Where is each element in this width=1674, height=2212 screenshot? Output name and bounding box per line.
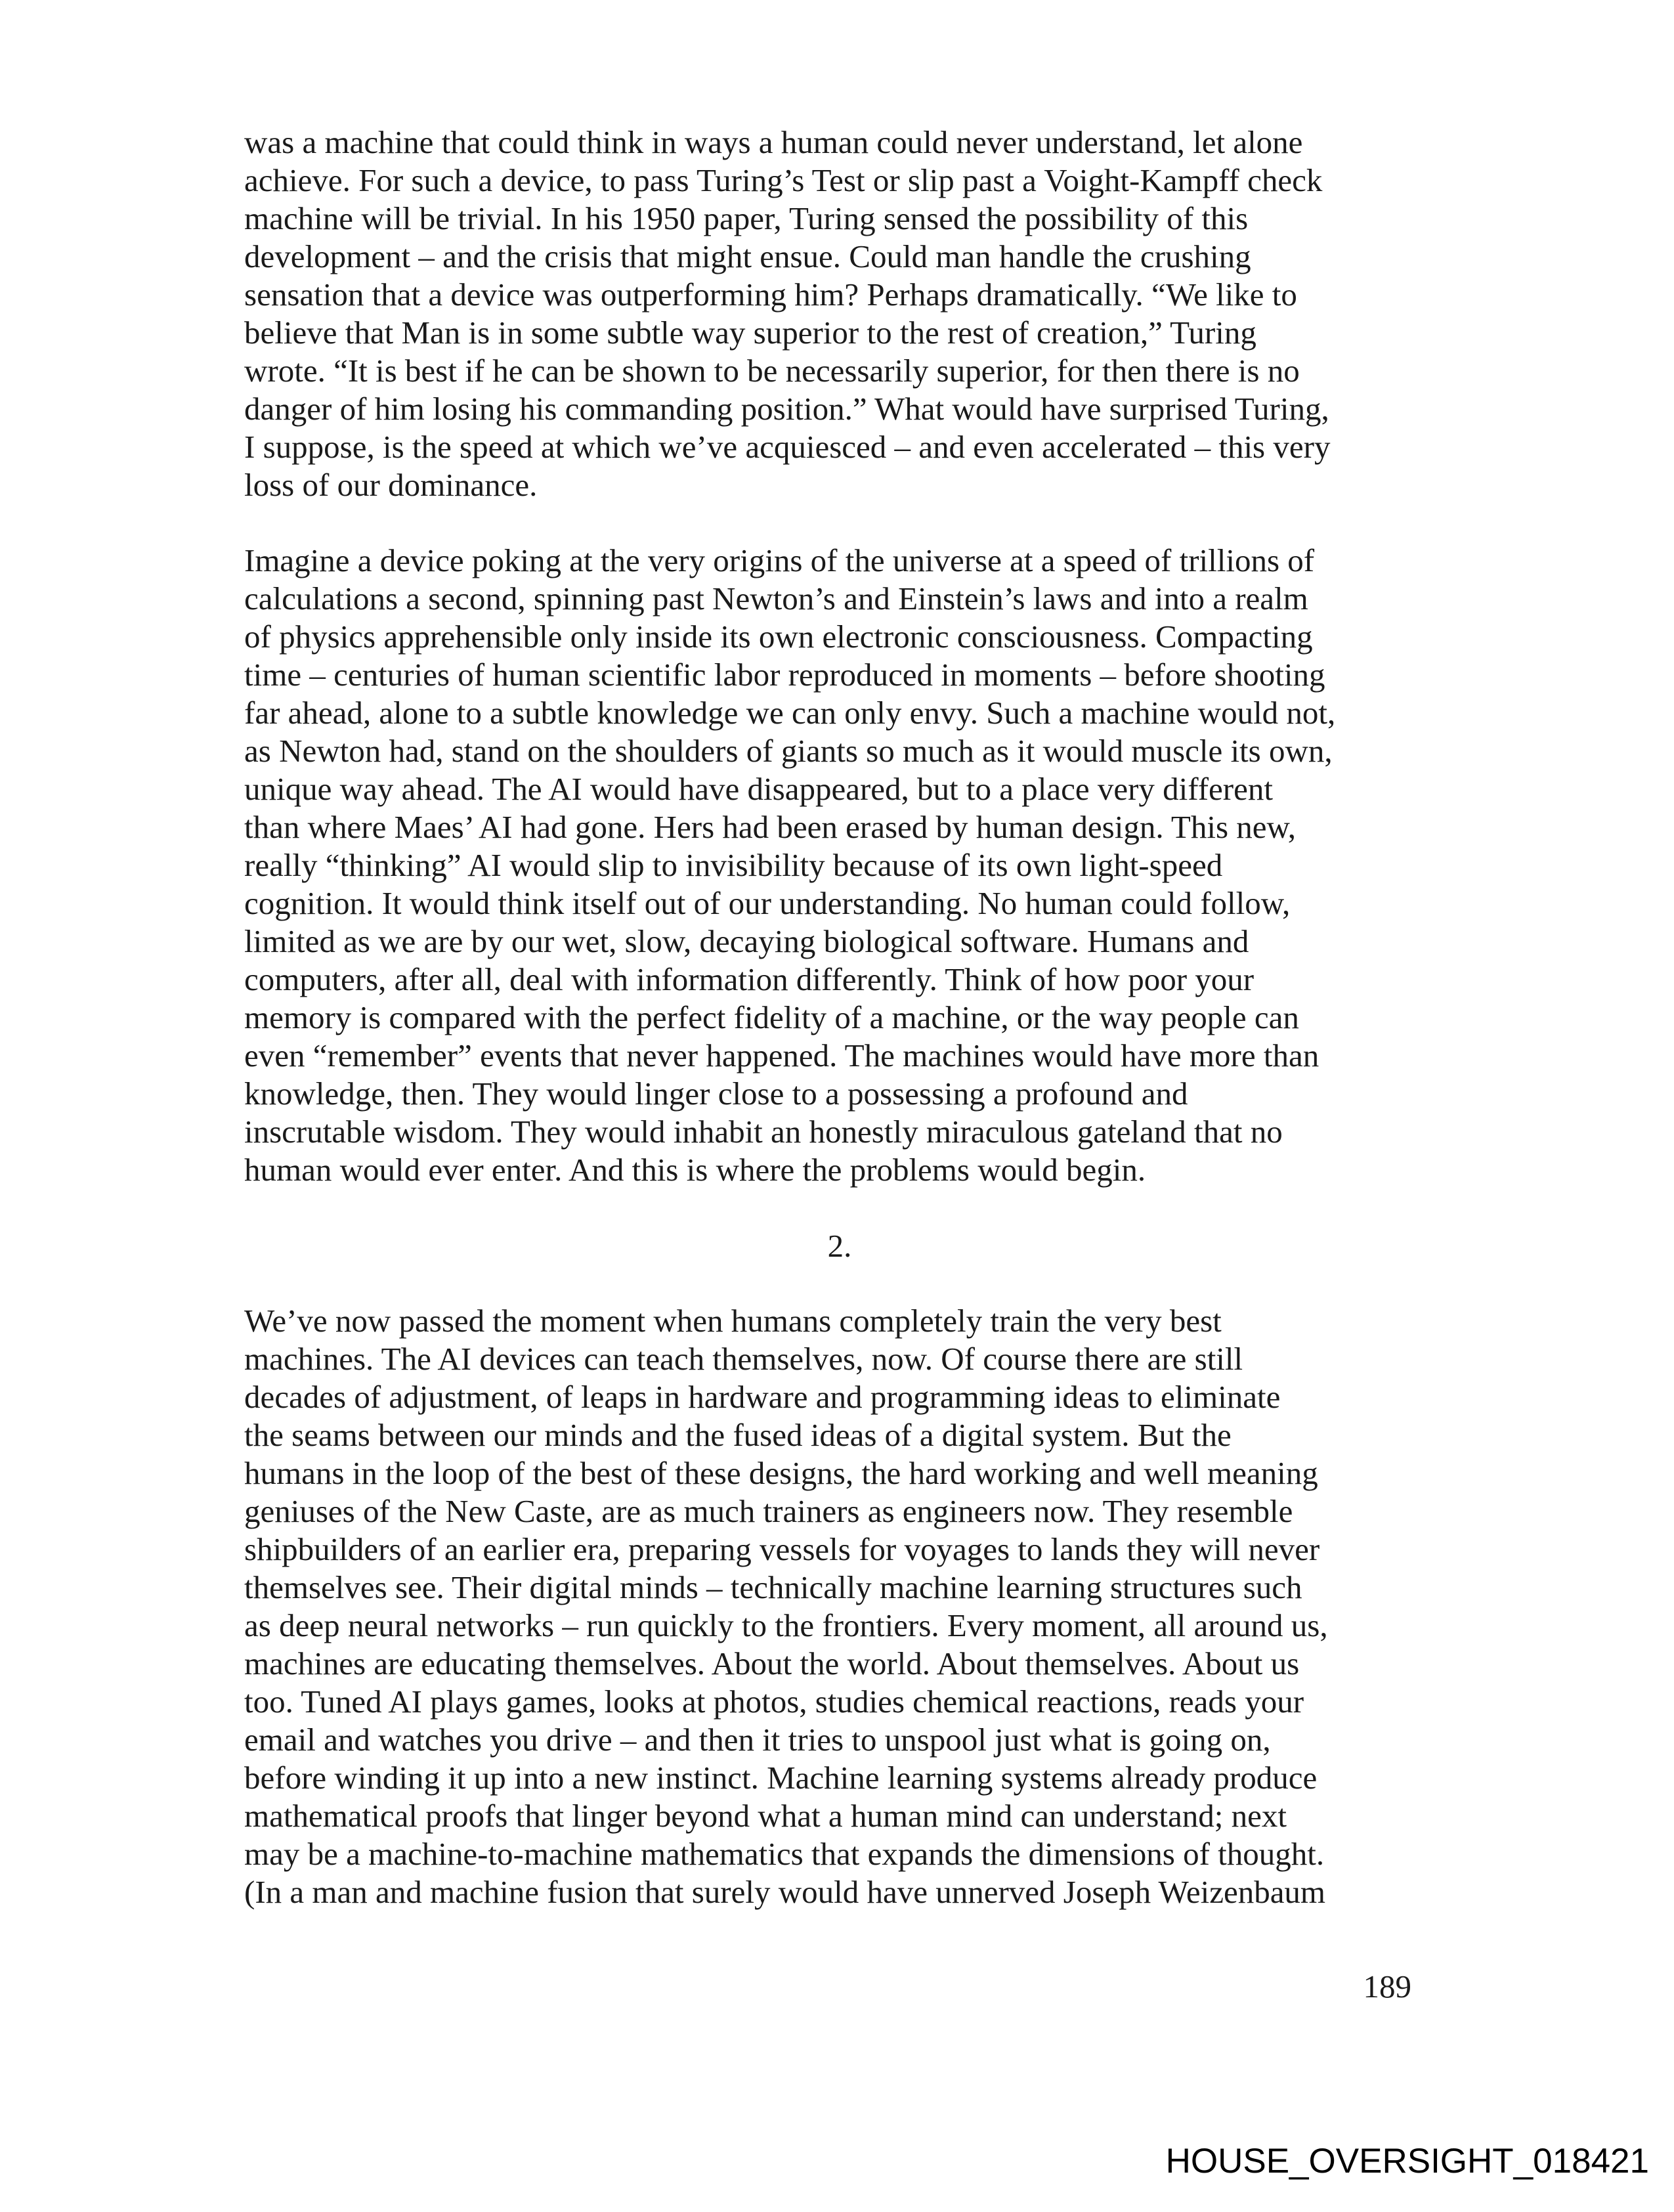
text-line: geniuses of the New Caste, are as much trainers as engineers now. They resemble (244, 1493, 1293, 1529)
text-line: machine will be trivial. In his 1950 paper, Turing sensed the possibility of this (244, 200, 1249, 236)
text-line: may be a machine-to-machine mathematics that expands the dimensions of thought. (244, 1836, 1325, 1872)
text-line: humans in the loop of the best of these designs, the hard working and well meaning (244, 1455, 1318, 1491)
text-line: mathematical proofs that linger beyond what a human mind can understand; next (244, 1798, 1287, 1834)
text-line: cognition. It would think itself out of our understanding. No human could follow, (244, 885, 1291, 921)
text-line: believe that Man is in some subtle way superior to the rest of creation,” Turing (244, 314, 1256, 351)
text-line: decades of adjustment, of leaps in hardware and programming ideas to eliminate (244, 1379, 1281, 1415)
text-line: computers, after all, deal with information differently. Think of how poor your (244, 961, 1255, 997)
text-line: wrote. “It is best if he can be shown to be necessarily superior, for then there is no (244, 353, 1300, 389)
text-line: sensation that a device was outperforming him? Perhaps dramatically. “We like to (244, 276, 1297, 313)
text-line: knowledge, then. They would linger close to a possessing a profound and (244, 1075, 1188, 1112)
text-line: calculations a second, spinning past Newton’s and Einstein’s laws and into a realm (244, 580, 1308, 617)
bates-stamp: HOUSE_OVERSIGHT_018421 (1165, 2142, 1649, 2180)
text-line: achieve. For such a device, to pass Turing’s Test or slip past a Voight-Kampff check (244, 162, 1323, 198)
text-line: memory is compared with the perfect fidelity of a machine, or the way people can (244, 999, 1299, 1035)
text-line: unique way ahead. The AI would have disappeared, but to a place very different (244, 771, 1273, 807)
text-line: machines. The AI devices can teach themselves, now. Of course there are still (244, 1341, 1243, 1377)
paragraph-2 (244, 542, 1335, 1189)
text-line: We’ve now passed the moment when humans completely train the very best (244, 1303, 1222, 1339)
text-line: too. Tuned AI plays games, looks at photos, studies chemical reactions, reads your (244, 1683, 1304, 1720)
text-line: before winding it up into a new instinct. Machine learning systems already produce (244, 1760, 1318, 1796)
text-line: far ahead, alone to a subtle knowledge we can only envy. Such a machine would not, (244, 695, 1336, 731)
text-line: human would ever enter. And this is where the problems would begin. (244, 1152, 1146, 1188)
text-line: of physics apprehensible only inside its own electronic consciousness. Compacting (244, 618, 1313, 655)
text-line: as Newton had, stand on the shoulders of giants so much as it would muscle its own, (244, 733, 1333, 769)
section-number: 2. (827, 1228, 852, 1264)
text-line: email and watches you drive – and then it tries to unspool just what is going on, (244, 1722, 1271, 1758)
text-line: development – and the crisis that might ensue. Could man handle the crushing (244, 238, 1251, 274)
text-line: loss of our dominance. (244, 467, 538, 503)
paragraph-3 (244, 1302, 1328, 1911)
page-number: 189 (1363, 1968, 1411, 2005)
text-line: as deep neural networks – run quickly to the frontiers. Every moment, all around us, (244, 1607, 1328, 1643)
text-line: (In a man and machine fusion that surely would have unnerved Joseph Weizenbaum (244, 1874, 1326, 1910)
text-line: even “remember” events that never happened. The machines would have more than (244, 1037, 1320, 1073)
text-line: Imagine a device poking at the very origins of the universe at a speed of trillions of (244, 542, 1315, 578)
text-line: limited as we are by our wet, slow, decaying biological software. Humans and (244, 923, 1249, 959)
text-line: really “thinking” AI would slip to invisibility because of its own light-speed (244, 847, 1223, 883)
text-line: machines are educating themselves. About the world. About themselves. About us (244, 1645, 1300, 1681)
text-line: was a machine that could think in ways a human could never understand, let alone (244, 124, 1303, 160)
text-line: time – centuries of human scientific labor reproduced in moments – before shooting (244, 657, 1325, 693)
paragraph-1 (244, 123, 1330, 504)
text-line: inscrutable wisdom. They would inhabit an honestly miraculous gateland that no (244, 1114, 1283, 1150)
text-line: than where Maes’ AI had gone. Hers had been erased by human design. This new, (244, 809, 1296, 845)
text-line: shipbuilders of an earlier era, preparing vessels for voyages to lands they will never (244, 1531, 1320, 1567)
text-line: danger of him losing his commanding position.” What would have surprised Turing, (244, 391, 1329, 427)
text-line: I suppose, is the speed at which we’ve acquiesced – and even accelerated – this very (244, 429, 1331, 465)
text-line: themselves see. Their digital minds – technically machine learning structures such (244, 1569, 1302, 1605)
text-line: the seams between our minds and the fused ideas of a digital system. But the (244, 1417, 1232, 1453)
